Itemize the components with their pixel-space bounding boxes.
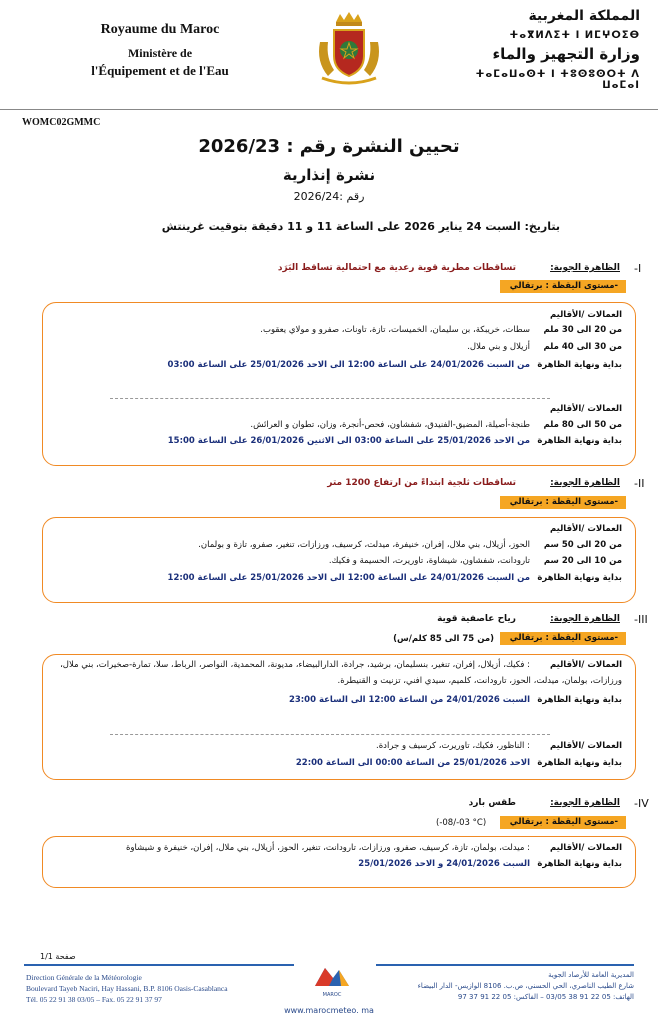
vigilance-label: -مستوى اليقظة : برتقالي	[500, 280, 626, 293]
meteo-logo-icon	[313, 962, 351, 998]
vigilance-badge	[500, 280, 626, 293]
bulletin-title: نشرة إنذارية	[282, 166, 376, 184]
regions-header: العمالات /الأقاليم	[549, 524, 622, 534]
doc-code: WOMC02GMMC	[22, 117, 101, 128]
temperature-range: (-08/-03 °C)	[436, 818, 487, 828]
phenomenon-value: طقس بارد	[468, 798, 516, 808]
phenomenon-label: الظاهرة الجوية:	[550, 798, 620, 808]
ministry-ar: وزارة التجهيز والماء	[492, 45, 640, 63]
bulletin-number: رقم :2026/24	[293, 190, 365, 203]
ministry-fr-2: l'Équipement et de l'Eau	[91, 63, 229, 78]
phenomenon-value: رياح عاصفية قوية	[437, 614, 516, 624]
vigilance-label: -مستوى اليقظة : برتقالي	[500, 816, 626, 829]
footer-ar-phone: الهاتف: 05 22 91 38 03/05 – الفاكس: 05 22 91 37 97	[457, 993, 634, 1001]
footer-line-right	[376, 964, 634, 966]
list-item: من 20 الى 30 ملمسطات، خريبكة، بن سليمان، الخميسات، تازة، تاونات، صفرو و مولاي يعقوب.	[260, 325, 622, 335]
kingdom-tifinagh: ⵜⴰⴳⵍⴷⵉⵜ ⵏ ⵍⵎⵖⵔⵉⴱ	[509, 30, 640, 41]
section-number: -III	[634, 613, 648, 626]
section-number: -I	[634, 262, 642, 275]
page-number: صفحة 1/1	[40, 952, 76, 961]
period-row: بداية ونهاية الظاهرةالسبت 24/01/2026 و الاحد 25/01/2026	[358, 859, 622, 869]
header-divider	[0, 109, 658, 110]
list-item: العمالات /الأقاليم: الناظور، فكيك، تاوريرت، كرسيف و جرادة.	[376, 741, 622, 751]
list-item: من 50 الى 80 ملمطنجة-أصيلة، المضيق-الفنيدق، شفشاون، فحص-أنجرة، وزان، تطوان و العرائش.	[250, 420, 622, 430]
divider	[110, 398, 550, 399]
period-row: بداية ونهاية الظاهرةالاحد 25/01/2026 من الساعة 00:00 الى الساعة 22:00	[295, 758, 622, 768]
regions-header: العمالات /الأقاليم	[549, 310, 622, 320]
website-link[interactable]: www.marocmeteo. ma	[284, 1006, 374, 1015]
footer-ar	[418, 970, 634, 1003]
kingdom-ar: المملكة المغربية	[528, 8, 640, 24]
section-number: -IV	[634, 797, 649, 810]
list-item: العمالات /الأقاليم: فكيك، أزيلال، إفران، تنغير، بنسليمان، برشيد، جرادة، الدارالبيضاء، مديونة، المحمدية، النواصر، الرباط، سلا، تمارة-صخيرات، بني ملال،	[60, 660, 622, 670]
footer-fr-org: Direction Générale de la Météorologie	[26, 973, 142, 982]
vigilance-label: -مستوى اليقظة : برتقالي	[500, 496, 626, 509]
list-item: من 20 الى 50 سمالحوز، أزيلال، بني ملال، إفران، خنيفرة، ميدلت، كرسيف، ورزازات، تنغير، صفرو، تازة و بولمان.	[198, 540, 622, 550]
period-row: بداية ونهاية الظاهرةمن الاحد 25/01/2026 على الساعة 03:00 الى الاثنين 26/01/2026 على الساعة 15:00	[167, 436, 622, 446]
vigilance-badge	[500, 496, 626, 509]
header-ar	[460, 8, 640, 91]
header-fr	[60, 22, 260, 79]
footer-ar-org: المديرية العامة للأرصاد الجوية	[548, 971, 634, 979]
update-title: تحيين النشرة رقم : 2026/23	[198, 136, 460, 157]
logo-text: MAROC	[322, 992, 342, 998]
section-number: -II	[634, 477, 645, 490]
wind-speed: (من 75 الى 85 كلم/س)	[393, 634, 494, 644]
regions-header: العمالات /الأقاليم	[549, 404, 622, 414]
divider	[110, 734, 550, 735]
list-item: العمالات /الأقاليم: ميدلت، بولمان، تازة، كرسيف، صفرو، ورزازات، تارودانت، تنغير، الحوز، أزيلال، بني ملال، إفران، خنيفرة و شيشاوة	[125, 843, 622, 853]
bulletin-date: بتاريخ: السبت 24 يناير 2026 على الساعة 11 و 11 دقيقة بتوقيت غرينتش	[161, 220, 560, 233]
list-item: من 30 الى 40 ملمأزيلال و بني ملال.	[467, 342, 622, 352]
vigilance-badge	[500, 632, 626, 645]
footer-fr-address: Boulevard Tayeb Naciri, Hay Hassani, B.P. 8106 Oasis-Casablanca	[26, 984, 228, 993]
phenomenon-label: الظاهرة الجوية:	[550, 263, 620, 273]
kingdom-fr: Royaume du Maroc	[100, 22, 220, 37]
phenomenon-label: الظاهرة الجوية:	[550, 614, 620, 624]
footer-line-left	[24, 964, 294, 966]
phenomenon-value: تساقطات مطرية قوية رعدية مع احتمالية تساقط البَرَد	[277, 263, 516, 273]
phenomenon-value: تساقطات ثلجية ابتداءً من ارتفاع 1200 متر	[327, 478, 516, 488]
phenomenon-label: الظاهرة الجوية:	[550, 478, 620, 488]
footer-fr	[26, 972, 228, 1005]
royal-emblem-icon	[314, 12, 384, 86]
footer-ar-address: شارع الطيب الناصري، الحي الحسني، ص.ب. 8106 الوازيس- الدار البيضاء	[417, 982, 634, 990]
vigilance-label: -مستوى اليقظة : برتقالي	[500, 632, 626, 645]
ministry-tifinagh: ⵜⴰⵎⴰⵡⴰⵙⵜ ⵏ ⵜⵓⵙⵓⵙⵔⵜ ⴷ ⵡⴰⵎⴰⵏ	[475, 69, 640, 91]
footer-fr-phone: Tél. 05 22 91 38 03/05 – Fax. 05 22 91 37 97	[26, 995, 162, 1004]
period-row: بداية ونهاية الظاهرةمن السبت 24/01/2026 على الساعة 12:00 الى الاحد 25/01/2026 على الساعة 03:00	[167, 360, 622, 370]
list-item: من 10 الى 20 سمتارودانت، شفشاون، شيشاوة، تاوريرت، الحسيمة و فكيك.	[328, 556, 622, 566]
period-row: بداية ونهاية الظاهرةمن السبت 24/01/2026 على الساعة 12:00 الى الاحد 25/01/2026 على الساعة 12:00	[167, 573, 622, 583]
list-item: ورزازات، بولمان، ميدلت، الحوز، تارودانت، كلميم، سيدي افني، تزنيت و القنيطرة.	[337, 676, 622, 686]
vigilance-badge	[500, 816, 626, 829]
period-row: بداية ونهاية الظاهرةالسبت 24/01/2026 من الساعة 12:00 الى الساعة 23:00	[288, 695, 622, 705]
ministry-fr-1: Ministère de	[127, 46, 193, 60]
